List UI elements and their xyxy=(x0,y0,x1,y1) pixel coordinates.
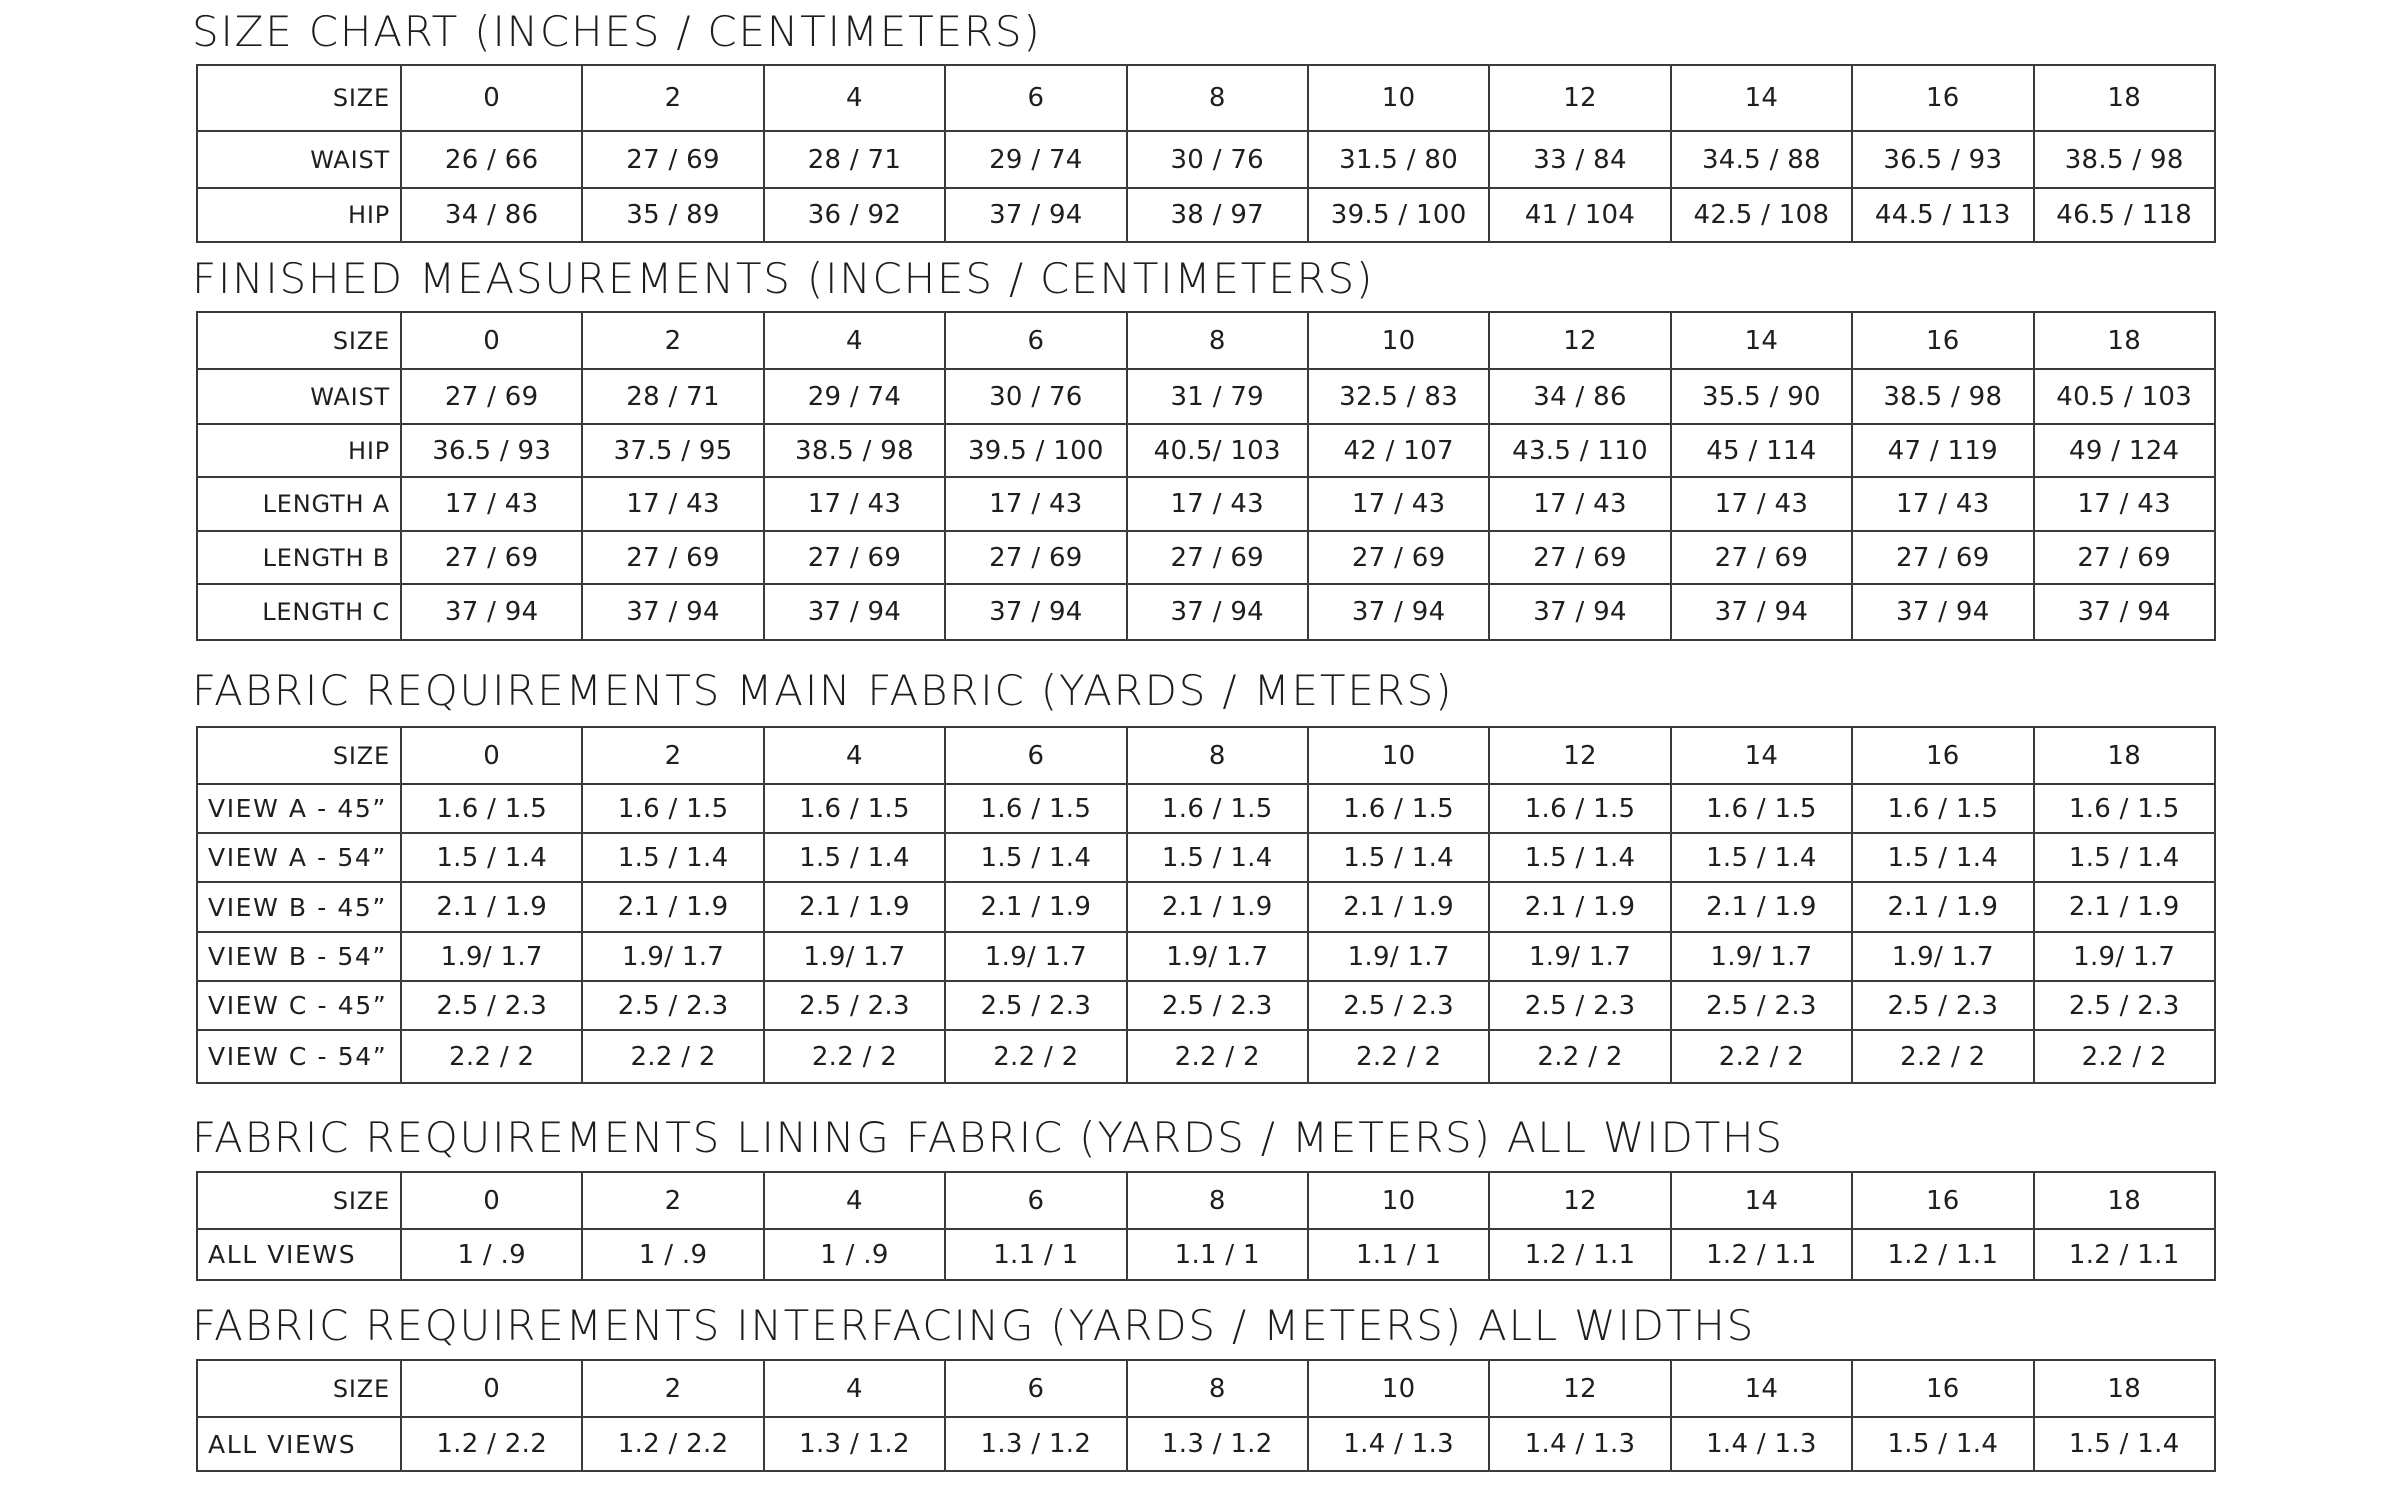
table-cell: 2.2 / 2 xyxy=(1127,1030,1308,1083)
table-cell: 1.9/ 1.7 xyxy=(582,932,763,981)
table-cell: 2.2 / 2 xyxy=(582,1030,763,1083)
table-cell: 17 / 43 xyxy=(764,477,945,531)
row-label: LENGTH B xyxy=(197,531,401,584)
row-label: VIEW B - 54” xyxy=(197,932,401,981)
table-cell: 37 / 94 xyxy=(1852,584,2033,640)
table-cell: 1.9/ 1.7 xyxy=(764,932,945,981)
size-header: 18 xyxy=(2034,65,2215,131)
size-header: 8 xyxy=(1127,312,1308,369)
size-header: 8 xyxy=(1127,727,1308,784)
table-cell: 30 / 76 xyxy=(1127,131,1308,188)
table-cell: 33 / 84 xyxy=(1489,131,1670,188)
table-cell: 32.5 / 83 xyxy=(1308,369,1489,424)
table-cell: 2.2 / 2 xyxy=(764,1030,945,1083)
table-cell: 27 / 69 xyxy=(1127,531,1308,584)
table-cell: 40.5 / 103 xyxy=(2034,369,2215,424)
table-cell: 1.4 / 1.3 xyxy=(1489,1417,1670,1471)
table-cell: 1.5 / 1.4 xyxy=(945,833,1126,882)
table-cell: 1.6 / 1.5 xyxy=(582,784,763,833)
table-cell: 1.6 / 1.5 xyxy=(1127,784,1308,833)
table-cell: 47 / 119 xyxy=(1852,424,2033,477)
size-header: 6 xyxy=(945,65,1126,131)
table-cell: 27 / 69 xyxy=(1852,531,2033,584)
table-cell: 28 / 71 xyxy=(764,131,945,188)
table-cell: 35 / 89 xyxy=(582,188,763,242)
table-cell: 37 / 94 xyxy=(1671,584,1852,640)
table-row xyxy=(197,584,2215,640)
table-cell: 2.1 / 1.9 xyxy=(1308,882,1489,932)
size-header: 0 xyxy=(401,65,582,131)
table-cell: 1.5 / 1.4 xyxy=(1489,833,1670,882)
table-cell: 2.2 / 2 xyxy=(1489,1030,1670,1083)
table-cell: 27 / 69 xyxy=(401,369,582,424)
table-cell: 34 / 86 xyxy=(401,188,582,242)
table-cell: 1.3 / 1.2 xyxy=(1127,1417,1308,1471)
table-cell: 2.5 / 2.3 xyxy=(764,981,945,1030)
table-cell: 1.1 / 1 xyxy=(1127,1229,1308,1280)
table-cell: 36.5 / 93 xyxy=(401,424,582,477)
table-cell: 17 / 43 xyxy=(1671,477,1852,531)
table-cell: 1.2 / 1.1 xyxy=(1852,1229,2033,1280)
table-cell: 37 / 94 xyxy=(1489,584,1670,640)
main-fabric-table xyxy=(196,726,2216,1084)
table-cell: 1.5 / 1.4 xyxy=(2034,1417,2215,1471)
header-row xyxy=(197,65,2215,131)
header-row xyxy=(197,312,2215,369)
size-header: 18 xyxy=(2034,312,2215,369)
size-header: 6 xyxy=(945,1172,1126,1229)
size-header: 10 xyxy=(1308,312,1489,369)
table-row xyxy=(197,369,2215,424)
section-title: FINISHED MEASUREMENTS (INCHES / CENTIMETERS) xyxy=(192,254,1375,303)
size-chart-section xyxy=(192,7,2214,230)
table-row xyxy=(197,477,2215,531)
table-cell: 17 / 43 xyxy=(1127,477,1308,531)
size-header: 0 xyxy=(401,1172,582,1229)
size-header: 0 xyxy=(401,1360,582,1417)
table-cell: 37 / 94 xyxy=(2034,584,2215,640)
table-cell: 1.9/ 1.7 xyxy=(945,932,1126,981)
size-header: 16 xyxy=(1852,1360,2033,1417)
table-cell: 2.1 / 1.9 xyxy=(2034,882,2215,932)
table-cell: 2.5 / 2.3 xyxy=(2034,981,2215,1030)
row-label: HIP xyxy=(197,424,401,477)
table-cell: 39.5 / 100 xyxy=(1308,188,1489,242)
table-cell: 38.5 / 98 xyxy=(764,424,945,477)
table-row xyxy=(197,188,2215,242)
table-cell: 35.5 / 90 xyxy=(1671,369,1852,424)
table-cell: 1.6 / 1.5 xyxy=(1852,784,2033,833)
table-cell: 45 / 114 xyxy=(1671,424,1852,477)
table-cell: 27 / 69 xyxy=(401,531,582,584)
size-header: 8 xyxy=(1127,1172,1308,1229)
header-row xyxy=(197,1172,2215,1229)
table-cell: 1.9/ 1.7 xyxy=(1127,932,1308,981)
interfacing-table xyxy=(196,1359,2216,1472)
table-cell: 36 / 92 xyxy=(764,188,945,242)
table-cell: 1.5 / 1.4 xyxy=(1852,833,2033,882)
table-cell: 37 / 94 xyxy=(945,584,1126,640)
size-header: 0 xyxy=(401,727,582,784)
size-header: 8 xyxy=(1127,1360,1308,1417)
table-cell: 1.9/ 1.7 xyxy=(1308,932,1489,981)
table-cell: 28 / 71 xyxy=(582,369,763,424)
table-cell: 27 / 69 xyxy=(582,531,763,584)
table-cell: 1.5 / 1.4 xyxy=(582,833,763,882)
lining-fabric-table xyxy=(196,1171,2216,1281)
table-row xyxy=(197,531,2215,584)
size-header: 4 xyxy=(764,65,945,131)
size-header: 16 xyxy=(1852,312,2033,369)
table-cell: 1.3 / 1.2 xyxy=(945,1417,1126,1471)
size-header: 6 xyxy=(945,727,1126,784)
table-cell: 37 / 94 xyxy=(1308,584,1489,640)
row-label: WAIST xyxy=(197,369,401,424)
section-title: SIZE CHART (INCHES / CENTIMETERS) xyxy=(192,7,1042,56)
table-cell: 1.3 / 1.2 xyxy=(764,1417,945,1471)
size-header: 2 xyxy=(582,312,763,369)
table-cell: 1.2 / 2.2 xyxy=(401,1417,582,1471)
table-cell: 2.2 / 2 xyxy=(1852,1030,2033,1083)
table-cell: 26 / 66 xyxy=(401,131,582,188)
table-row xyxy=(197,981,2215,1030)
table-cell: 42.5 / 108 xyxy=(1671,188,1852,242)
table-cell: 1.5 / 1.4 xyxy=(1671,833,1852,882)
table-cell: 1.9/ 1.7 xyxy=(1671,932,1852,981)
table-row xyxy=(197,1030,2215,1083)
size-header: 16 xyxy=(1852,1172,2033,1229)
interfacing-section xyxy=(192,1301,2214,1459)
table-cell: 1.6 / 1.5 xyxy=(2034,784,2215,833)
size-header: 6 xyxy=(945,312,1126,369)
section-title: FABRIC REQUIREMENTS LINING FABRIC (YARDS / METERS) ALL WIDTHS xyxy=(192,1113,1784,1162)
table-cell: 2.1 / 1.9 xyxy=(401,882,582,932)
table-cell: 34.5 / 88 xyxy=(1671,131,1852,188)
table-cell: 1 / .9 xyxy=(582,1229,763,1280)
size-header: 16 xyxy=(1852,727,2033,784)
table-cell: 37.5 / 95 xyxy=(582,424,763,477)
size-header: 4 xyxy=(764,1360,945,1417)
table-cell: 40.5/ 103 xyxy=(1127,424,1308,477)
table-cell: 1.6 / 1.5 xyxy=(945,784,1126,833)
table-cell: 27 / 69 xyxy=(764,531,945,584)
table-cell: 31 / 79 xyxy=(1127,369,1308,424)
header-label: SIZE xyxy=(197,65,401,131)
table-cell: 46.5 / 118 xyxy=(2034,188,2215,242)
table-cell: 1.9/ 1.7 xyxy=(401,932,582,981)
table-cell: 1 / .9 xyxy=(764,1229,945,1280)
size-header: 0 xyxy=(401,312,582,369)
table-row xyxy=(197,1417,2215,1471)
table-cell: 39.5 / 100 xyxy=(945,424,1126,477)
table-cell: 1.2 / 1.1 xyxy=(1489,1229,1670,1280)
table-row xyxy=(197,424,2215,477)
table-cell: 37 / 94 xyxy=(764,584,945,640)
size-header: 12 xyxy=(1489,727,1670,784)
table-cell: 2.2 / 2 xyxy=(945,1030,1126,1083)
row-label: VIEW C - 45” xyxy=(197,981,401,1030)
table-cell: 38.5 / 98 xyxy=(1852,369,2033,424)
size-header: 14 xyxy=(1671,1172,1852,1229)
table-cell: 1.6 / 1.5 xyxy=(764,784,945,833)
size-header: 14 xyxy=(1671,312,1852,369)
row-label: WAIST xyxy=(197,131,401,188)
table-cell: 1.6 / 1.5 xyxy=(1308,784,1489,833)
size-header: 2 xyxy=(582,727,763,784)
table-cell: 2.1 / 1.9 xyxy=(764,882,945,932)
table-cell: 36.5 / 93 xyxy=(1852,131,2033,188)
table-cell: 2.5 / 2.3 xyxy=(1489,981,1670,1030)
size-header: 10 xyxy=(1308,727,1489,784)
table-row xyxy=(197,833,2215,882)
table-cell: 2.5 / 2.3 xyxy=(582,981,763,1030)
size-header: 10 xyxy=(1308,1360,1489,1417)
table-cell: 17 / 43 xyxy=(2034,477,2215,531)
table-cell: 1.4 / 1.3 xyxy=(1671,1417,1852,1471)
table-cell: 1.5 / 1.4 xyxy=(401,833,582,882)
table-cell: 2.2 / 2 xyxy=(2034,1030,2215,1083)
table-cell: 1.2 / 1.1 xyxy=(1671,1229,1852,1280)
table-cell: 38 / 97 xyxy=(1127,188,1308,242)
size-header: 6 xyxy=(945,1360,1126,1417)
size-header: 12 xyxy=(1489,1360,1670,1417)
table-cell: 17 / 43 xyxy=(1852,477,2033,531)
size-header: 4 xyxy=(764,1172,945,1229)
table-cell: 2.5 / 2.3 xyxy=(1308,981,1489,1030)
size-header: 2 xyxy=(582,65,763,131)
table-cell: 1.5 / 1.4 xyxy=(1308,833,1489,882)
table-cell: 1.5 / 1.4 xyxy=(764,833,945,882)
table-cell: 1.9/ 1.7 xyxy=(1852,932,2033,981)
header-label: SIZE xyxy=(197,1172,401,1229)
table-cell: 1.9/ 1.7 xyxy=(1489,932,1670,981)
table-cell: 2.1 / 1.9 xyxy=(945,882,1126,932)
size-header: 2 xyxy=(582,1360,763,1417)
table-cell: 1.6 / 1.5 xyxy=(401,784,582,833)
main-fabric-section xyxy=(192,666,2214,1072)
table-row xyxy=(197,131,2215,188)
table-cell: 27 / 69 xyxy=(582,131,763,188)
table-cell: 2.2 / 2 xyxy=(1671,1030,1852,1083)
table-cell: 2.1 / 1.9 xyxy=(1127,882,1308,932)
table-cell: 1.1 / 1 xyxy=(945,1229,1126,1280)
table-cell: 17 / 43 xyxy=(1489,477,1670,531)
size-header: 14 xyxy=(1671,65,1852,131)
table-cell: 41 / 104 xyxy=(1489,188,1670,242)
row-label: VIEW B - 45” xyxy=(197,882,401,932)
size-header: 16 xyxy=(1852,65,2033,131)
table-cell: 29 / 74 xyxy=(945,131,1126,188)
table-cell: 2.2 / 2 xyxy=(401,1030,582,1083)
size-header: 18 xyxy=(2034,1360,2215,1417)
header-row xyxy=(197,1360,2215,1417)
size-header: 10 xyxy=(1308,65,1489,131)
table-cell: 1.5 / 1.4 xyxy=(2034,833,2215,882)
table-cell: 1.5 / 1.4 xyxy=(1852,1417,2033,1471)
table-cell: 2.1 / 1.9 xyxy=(582,882,763,932)
table-cell: 37 / 94 xyxy=(1127,584,1308,640)
table-cell: 1.6 / 1.5 xyxy=(1489,784,1670,833)
row-label: LENGTH C xyxy=(197,584,401,640)
finished-measurements-section xyxy=(192,254,2214,627)
table-cell: 1.1 / 1 xyxy=(1308,1229,1489,1280)
table-cell: 2.5 / 2.3 xyxy=(945,981,1126,1030)
table-cell: 27 / 69 xyxy=(1489,531,1670,584)
table-cell: 1.5 / 1.4 xyxy=(1127,833,1308,882)
table-cell: 34 / 86 xyxy=(1489,369,1670,424)
row-label: LENGTH A xyxy=(197,477,401,531)
table-cell: 44.5 / 113 xyxy=(1852,188,2033,242)
table-cell: 1.2 / 1.1 xyxy=(2034,1229,2215,1280)
table-cell: 2.1 / 1.9 xyxy=(1671,882,1852,932)
header-row xyxy=(197,727,2215,784)
table-row xyxy=(197,882,2215,932)
size-header: 14 xyxy=(1671,727,1852,784)
table-cell: 27 / 69 xyxy=(1671,531,1852,584)
table-row xyxy=(197,784,2215,833)
table-cell: 31.5 / 80 xyxy=(1308,131,1489,188)
table-cell: 27 / 69 xyxy=(2034,531,2215,584)
table-cell: 27 / 69 xyxy=(945,531,1126,584)
table-cell: 17 / 43 xyxy=(582,477,763,531)
table-cell: 37 / 94 xyxy=(582,584,763,640)
table-cell: 17 / 43 xyxy=(1308,477,1489,531)
table-cell: 17 / 43 xyxy=(945,477,1126,531)
row-label: VIEW A - 45” xyxy=(197,784,401,833)
size-chart-table xyxy=(196,64,2216,243)
section-title: FABRIC REQUIREMENTS INTERFACING (YARDS / METERS) ALL WIDTHS xyxy=(192,1301,1756,1350)
table-cell: 30 / 76 xyxy=(945,369,1126,424)
table-cell: 1.2 / 2.2 xyxy=(582,1417,763,1471)
finished-measurements-table xyxy=(196,311,2216,641)
size-header: 12 xyxy=(1489,65,1670,131)
size-header: 14 xyxy=(1671,1360,1852,1417)
table-cell: 1.9/ 1.7 xyxy=(2034,932,2215,981)
table-row xyxy=(197,1229,2215,1280)
table-row xyxy=(197,932,2215,981)
row-label: ALL VIEWS xyxy=(197,1417,401,1471)
table-cell: 2.5 / 2.3 xyxy=(1127,981,1308,1030)
table-cell: 29 / 74 xyxy=(764,369,945,424)
size-header: 12 xyxy=(1489,312,1670,369)
table-cell: 43.5 / 110 xyxy=(1489,424,1670,477)
table-cell: 27 / 69 xyxy=(1308,531,1489,584)
table-cell: 38.5 / 98 xyxy=(2034,131,2215,188)
size-header: 8 xyxy=(1127,65,1308,131)
table-cell: 42 / 107 xyxy=(1308,424,1489,477)
table-cell: 2.1 / 1.9 xyxy=(1852,882,2033,932)
table-cell: 2.5 / 2.3 xyxy=(1852,981,2033,1030)
table-cell: 37 / 94 xyxy=(945,188,1126,242)
size-header: 2 xyxy=(582,1172,763,1229)
size-header: 12 xyxy=(1489,1172,1670,1229)
row-label: HIP xyxy=(197,188,401,242)
lining-fabric-section xyxy=(192,1113,2214,1270)
table-cell: 37 / 94 xyxy=(401,584,582,640)
header-label: SIZE xyxy=(197,312,401,369)
table-cell: 2.5 / 2.3 xyxy=(401,981,582,1030)
table-cell: 17 / 43 xyxy=(401,477,582,531)
table-cell: 2.2 / 2 xyxy=(1308,1030,1489,1083)
size-header: 18 xyxy=(2034,1172,2215,1229)
table-cell: 2.1 / 1.9 xyxy=(1489,882,1670,932)
size-header: 4 xyxy=(764,312,945,369)
size-header: 4 xyxy=(764,727,945,784)
size-header: 10 xyxy=(1308,1172,1489,1229)
row-label: ALL VIEWS xyxy=(197,1229,401,1280)
table-cell: 1 / .9 xyxy=(401,1229,582,1280)
table-cell: 2.5 / 2.3 xyxy=(1671,981,1852,1030)
header-label: SIZE xyxy=(197,727,401,784)
row-label: VIEW C - 54” xyxy=(197,1030,401,1083)
size-header: 18 xyxy=(2034,727,2215,784)
table-cell: 1.6 / 1.5 xyxy=(1671,784,1852,833)
table-cell: 49 / 124 xyxy=(2034,424,2215,477)
section-title: FABRIC REQUIREMENTS MAIN FABRIC (YARDS / METERS) xyxy=(192,666,1454,715)
table-cell: 1.4 / 1.3 xyxy=(1308,1417,1489,1471)
row-label: VIEW A - 54” xyxy=(197,833,401,882)
header-label: SIZE xyxy=(197,1360,401,1417)
